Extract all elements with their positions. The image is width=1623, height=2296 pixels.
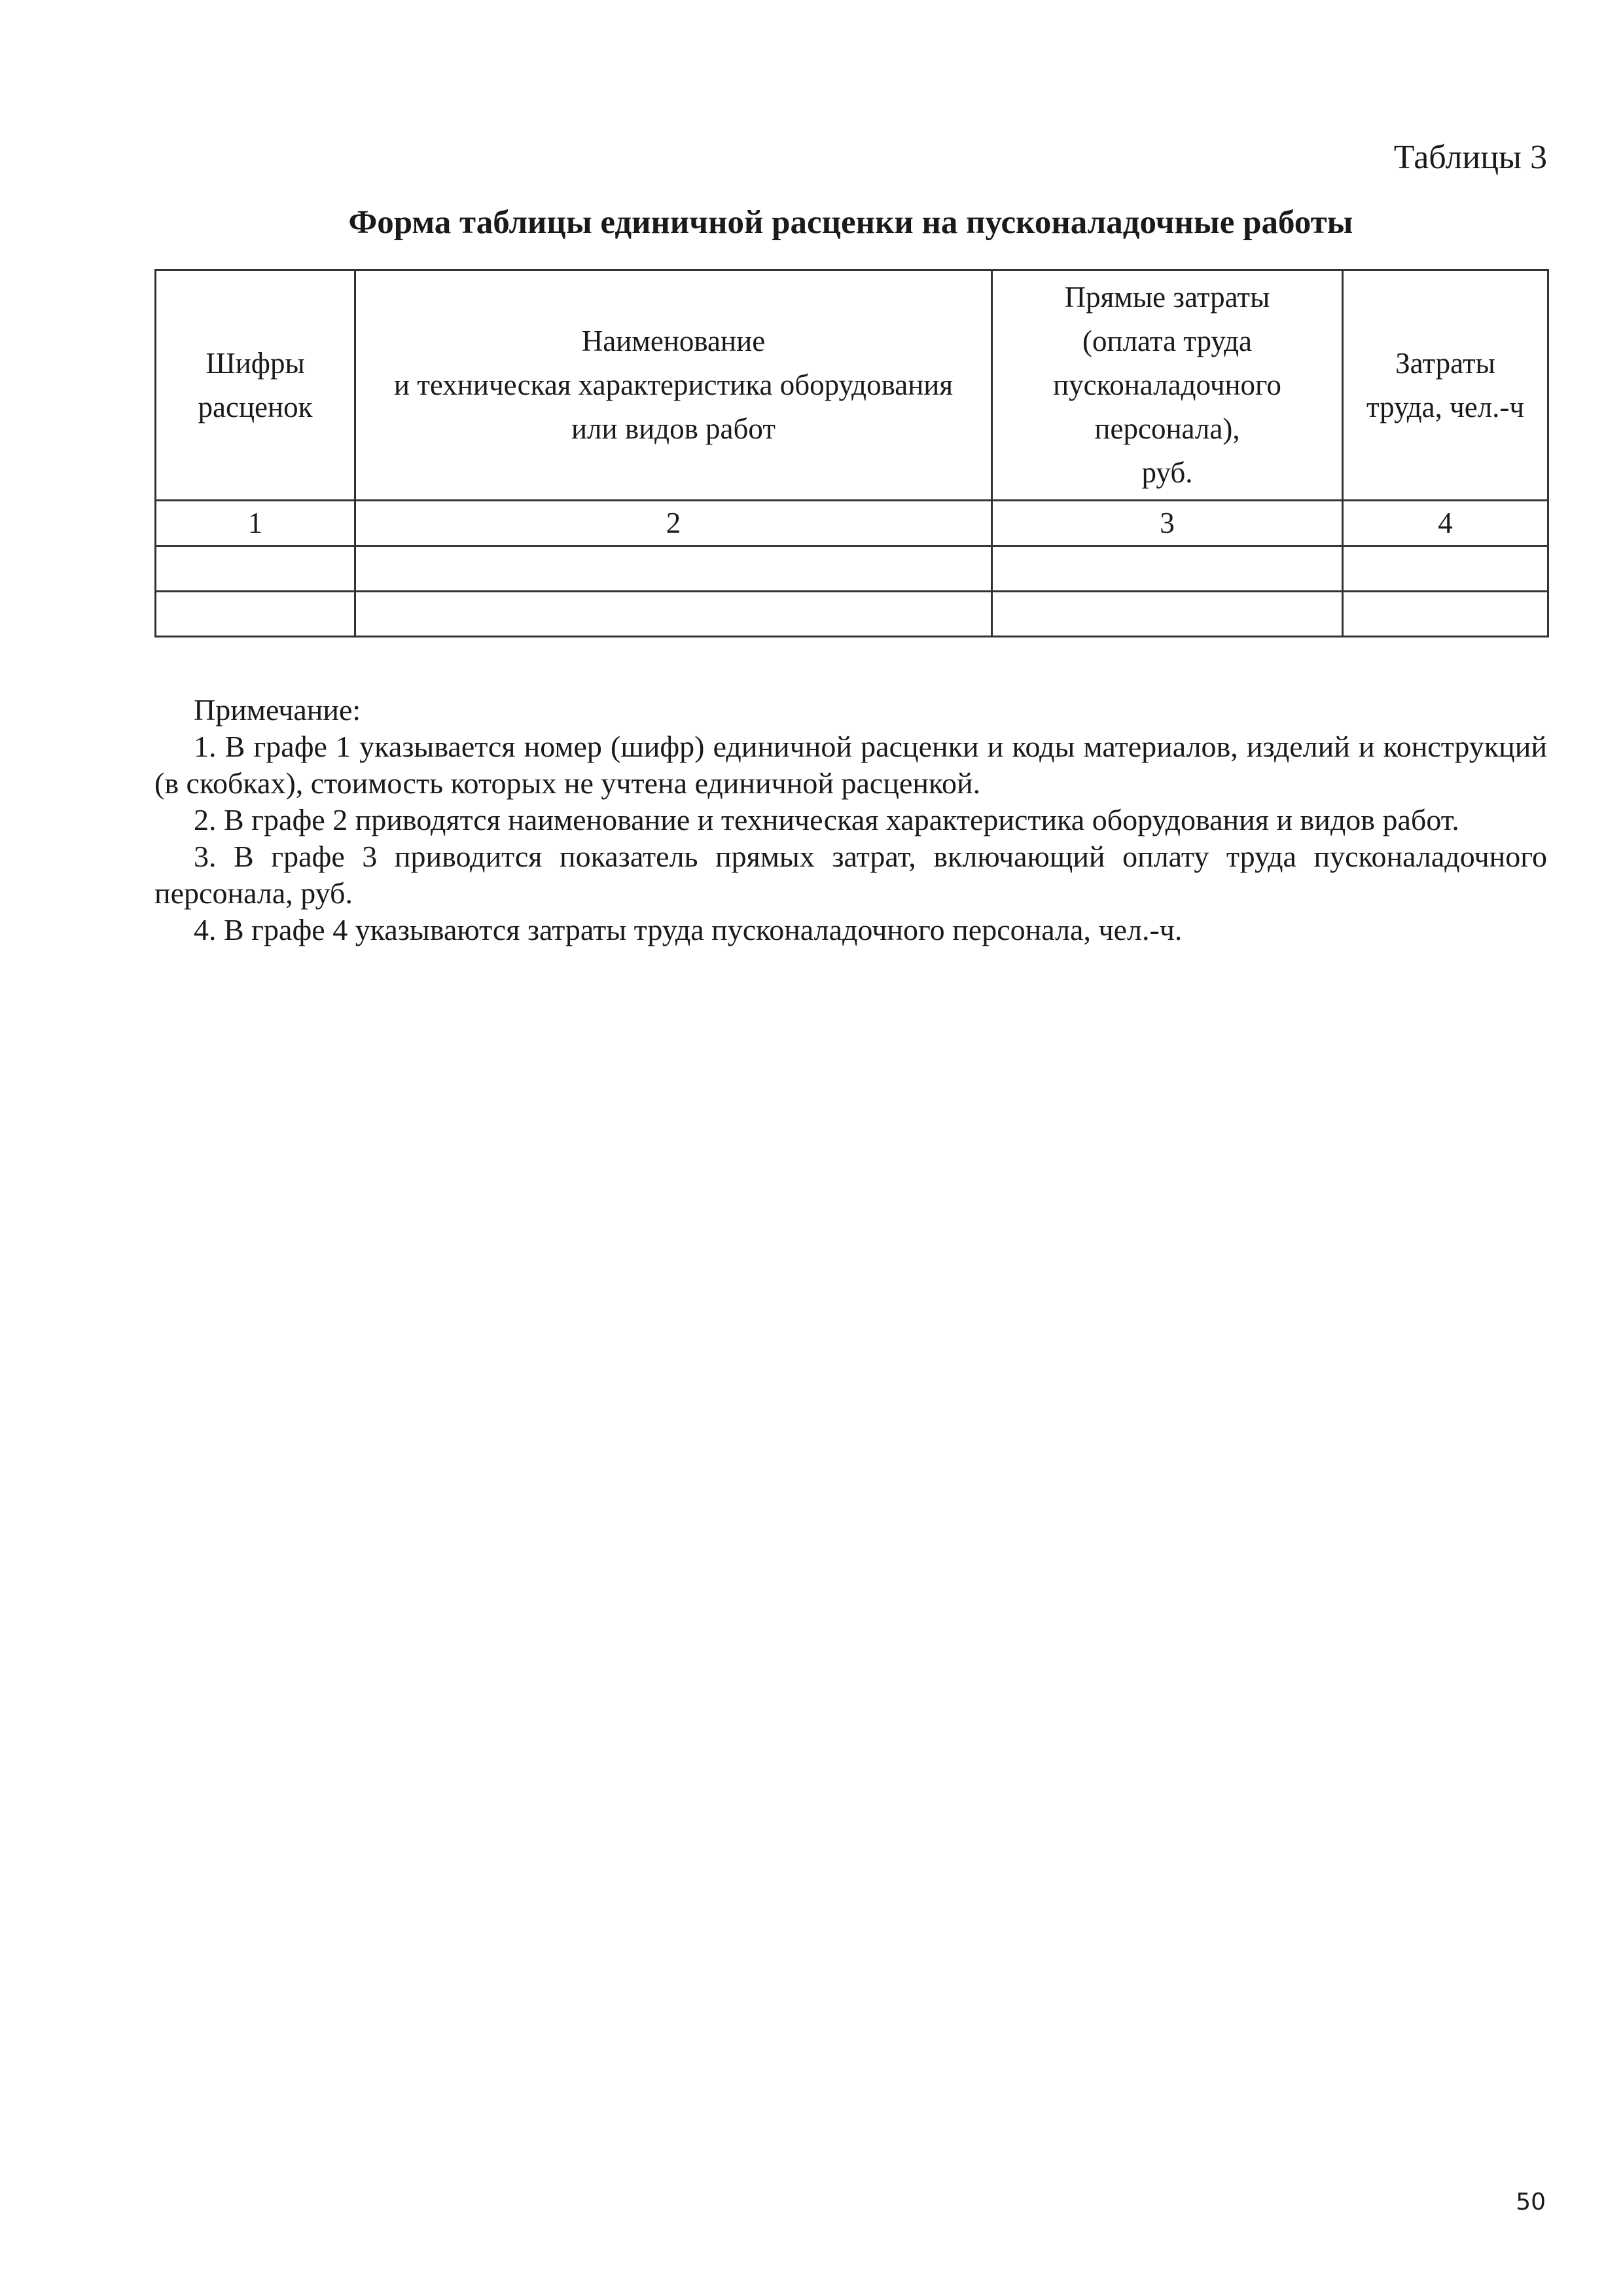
table-cell bbox=[992, 592, 1343, 637]
header-name-characteristics: Наименование и техническая характеристика оборудования или видов работ bbox=[355, 270, 992, 501]
header-labor-costs: Затраты труда, чел.-ч bbox=[1343, 270, 1548, 501]
column-number: 2 bbox=[355, 501, 992, 547]
column-number: 3 bbox=[992, 501, 1343, 547]
table-cell bbox=[1343, 547, 1548, 592]
header-direct-costs: Прямые затраты (оплата труда пусконаладочного персонала), руб. bbox=[992, 270, 1343, 501]
table-cell bbox=[156, 592, 355, 637]
header-rate-codes: Шифры расценок bbox=[156, 270, 355, 501]
note-item-2: 2. В графе 2 приводятся наименование и техническая характеристика оборудования и видов работ. bbox=[194, 803, 1459, 836]
column-number-row bbox=[156, 501, 1548, 547]
table-row bbox=[156, 592, 1548, 637]
note-item-1: 1. В графе 1 указывается номер (шифр) единичной расценки и коды материалов, изделий и конструкций (в скобках), стоимость которых не учтена единичной расценкой. bbox=[154, 730, 1547, 800]
note-item-4: 4. В графе 4 указываются затраты труда пусконаладочного персонала, чел.-ч. bbox=[194, 913, 1183, 946]
table-cell bbox=[156, 547, 355, 592]
table-cell bbox=[355, 592, 992, 637]
page-number: 50 bbox=[1516, 2189, 1546, 2215]
notes-section bbox=[154, 692, 1547, 948]
page-title: Форма таблицы единичной расценки на пусконаладочные работы bbox=[348, 204, 1353, 241]
rate-table bbox=[154, 269, 1549, 637]
notes-heading: Примечание: bbox=[194, 693, 361, 726]
column-number: 1 bbox=[156, 501, 355, 547]
table-label: Таблицы 3 bbox=[1393, 139, 1547, 176]
table-row bbox=[156, 547, 1548, 592]
column-number: 4 bbox=[1343, 501, 1548, 547]
table-cell bbox=[992, 547, 1343, 592]
note-item-3: 3. В графе 3 приводится показатель прямых затрат, включающий оплату труда пусконаладочного персонала, руб. bbox=[154, 840, 1547, 910]
table-cell bbox=[355, 547, 992, 592]
table-cell bbox=[1343, 592, 1548, 637]
table-header-row bbox=[156, 270, 1548, 501]
